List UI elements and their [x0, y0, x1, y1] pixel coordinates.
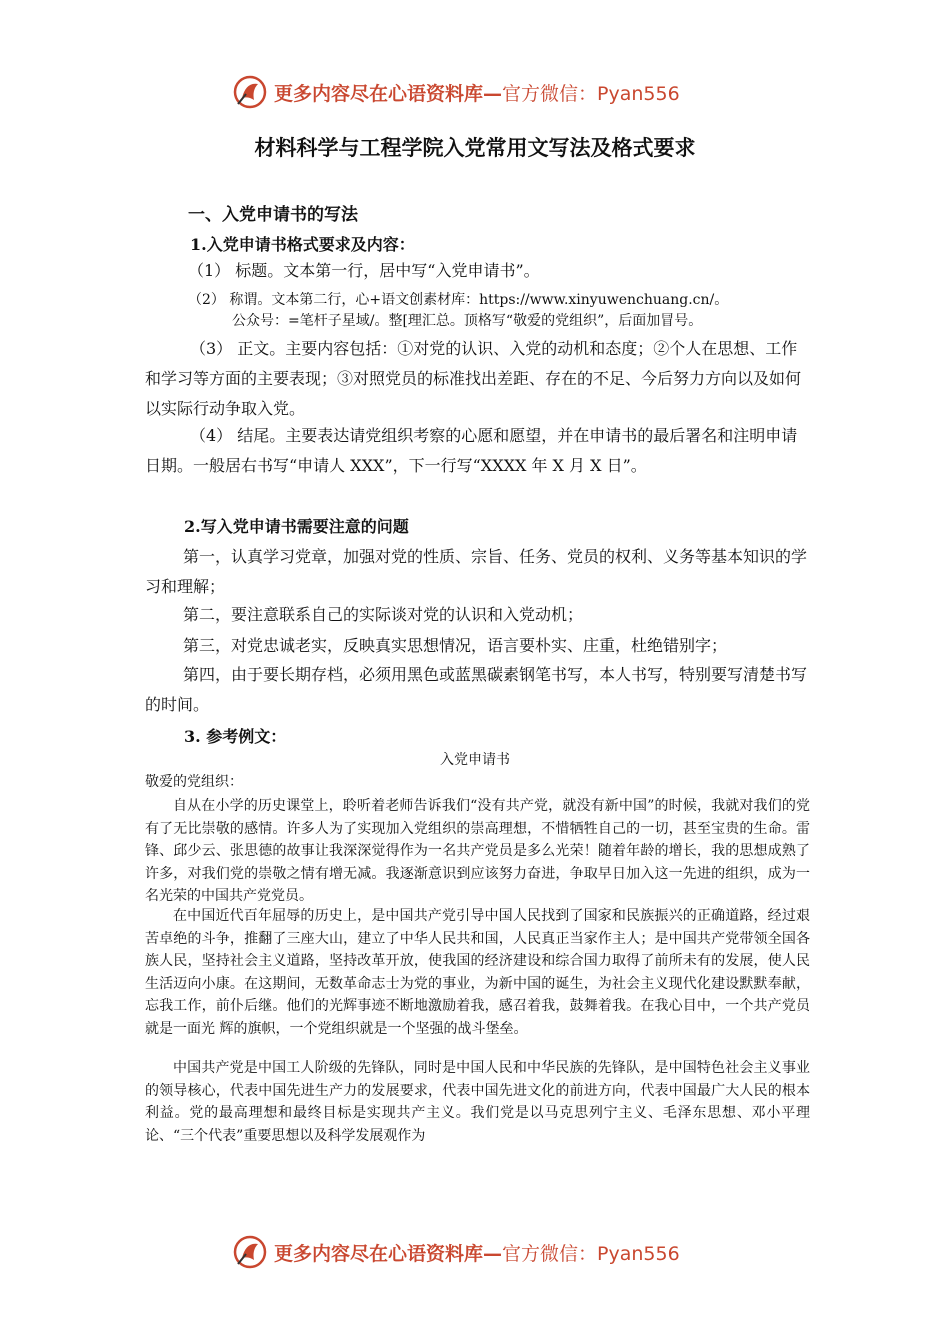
item-ending: （4） 结尾。主要表达请党组织考察的心愿和愿望，并在申请书的最后署名和注明申请日期。一般居右书写“申请人 XXX”，下一行写“XXXX 年 X 月 X 日”。 — [145, 426, 798, 475]
sample-paragraph-2: 在中国近代百年屈辱的历史上，是中国共产党引导中国人民找到了国家和民族振兴的正确道路，经过艰苦卓绝的斗争，推翻了三座大山，建立了中华人民共和国，人民真正当家作主人；是中国共产党带领全国各族人民，坚持社会主义道路，坚持改革开放，使我国的经济建设和综合国力取得了前所未有的发展，使人民生活迈向小康。在这期间，无数革命志士为党的事业，为新中国的诞生，为社会主义现代化建设默默奉献，忘我工作，前仆后继。他们的光辉事迹不断地激励着我，感召着我，鼓舞着我。在我心目中，一个共产党员就是一面光 辉的旗帜，一个党组织就是一个坚强的战斗堡垒。 — [145, 908, 810, 1037]
banner-text: 更多内容尽在心语资料库—官方微信：Pyan556 — [274, 1242, 680, 1265]
sample-paragraph-1: 自从在小学的历史课堂上，聆听着老师告诉我们“没有共产党，就没有新中国”的时候，我就对我们的党有了无比崇敬的感情。许多人为了实现加入党组织的崇高理想，不惜牺牲自己的一切，甚至宝贵的生命。雷锋、邱少云、张思德的故事让我深深觉得作为一名共产党员是多么光荣！随着年龄的增长，我的思想成熟了许多，对我们党的崇敬之情有增无减。我逐渐意识到应该努力奋进，争取早日加入这一先进的组织，成为一名光荣的中国共产党党员。 — [145, 798, 810, 904]
note-third: 第三，对党忠诚老实，反映真实思想情况，语言要朴实、庄重，杜绝错别字； — [183, 636, 728, 655]
brand-logo-icon — [232, 74, 268, 110]
item-salutation-line1: （2） 称谓。文本第二行，心+语文创素材库：https://www.xinyuwenchuang.cn/。 — [188, 292, 729, 308]
subheading-format: 1.入党申请书格式要求及内容： — [190, 235, 415, 254]
note-second: 第二，要注意联系自己的实际谈对党的认识和入党动机； — [183, 605, 584, 624]
item-title: （1） 标题。文本第一行，居中写“入党申请书”。 — [188, 261, 540, 280]
subheading-notes: 2.写入党申请书需要注意的问题 — [184, 517, 409, 536]
subheading-example: 3. 参考例文： — [184, 727, 287, 746]
header-banner — [232, 72, 752, 112]
note-first: 第一，认真学习党章，加强对党的性质、宗旨、任务、党员的权利、义务等基本知识的学习和理解； — [145, 547, 808, 596]
section-heading: 一、入党申请书的写法 — [188, 205, 358, 225]
brand-logo-icon — [232, 1234, 268, 1270]
sample-paragraph-3: 中国共产党是中国工人阶级的先锋队，同时是中国人民和中华民族的先锋队，是中国特色社会主义事业的领导核心，代表中国先进生产力的发展要求，代表中国先进文化的前进方向，代表中国最广大人民的根本利益。党的最高理想和最终目标是实现共产主义。我们党是以马克思列宁主义、毛泽东思想、邓小平理论、“三个代表”重要思想以及科学发展观作为 — [145, 1060, 810, 1144]
item-salutation-line2: 公众号：=笔杆子星域/。整[理汇总。顶格写“敬爱的党组织”，后面加冒号。 — [232, 313, 703, 329]
banner-text: 更多内容尽在心语资料库—官方微信：Pyan556 — [274, 82, 680, 105]
note-fourth: 第四，由于要长期存档，必须用黑色或蓝黑碳素钢笔书写，本人书写，特别要写清楚书写的时间。 — [145, 665, 808, 714]
document-title: 材料科学与工程学院入党常用文写法及格式要求 — [254, 135, 696, 160]
sample-title: 入党申请书 — [440, 752, 510, 768]
footer-banner — [232, 1232, 752, 1272]
item-body: （3） 正文。主要内容包括：①对党的认识、入党的动机和态度；②个人在思想、工作和学习等方面的主要表现；③对照党员的标准找出差距、存在的不足、今后努力方向以及如何以实际行动争取入党。 — [145, 339, 802, 418]
sample-salutation: 敬爱的党组织： — [145, 774, 243, 790]
